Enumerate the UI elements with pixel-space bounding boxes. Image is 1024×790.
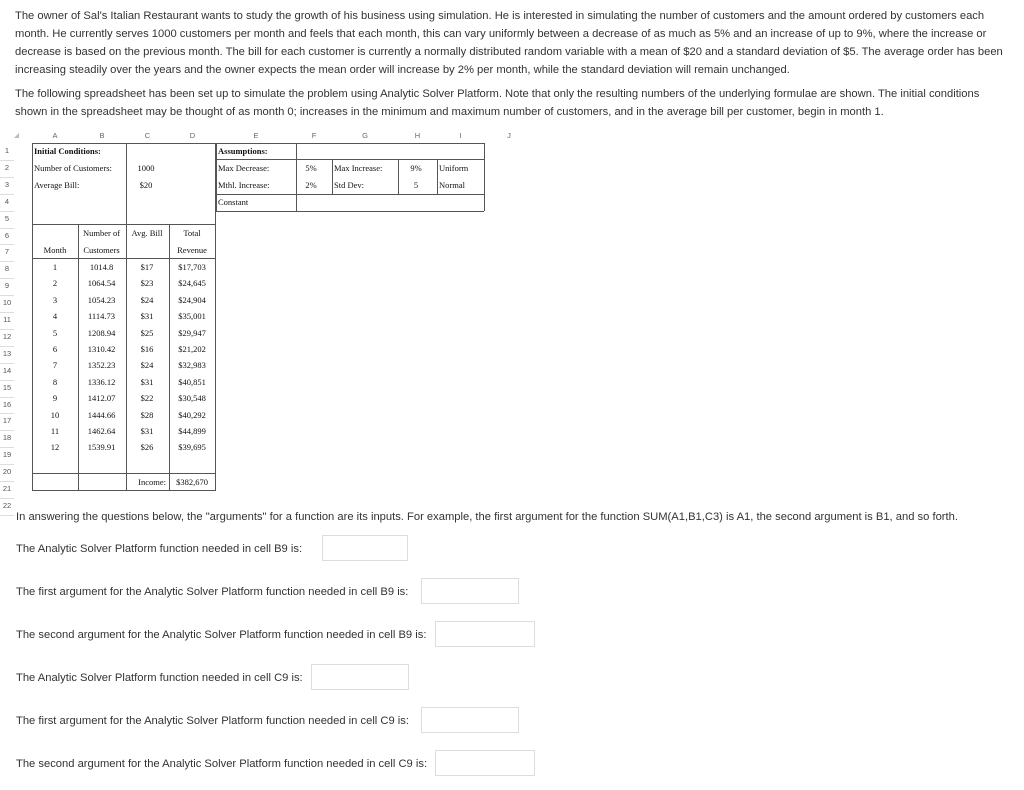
row-separator — [0, 464, 14, 465]
customers-cell: 1014.8 — [89, 262, 114, 272]
row-separator — [0, 498, 14, 499]
row-separator — [0, 177, 14, 178]
row-number: 5 — [4, 213, 10, 223]
revenue-cell: $40,851 — [178, 376, 206, 387]
row-number: 17 — [2, 416, 12, 426]
row-separator — [0, 363, 14, 364]
grid-line — [32, 490, 215, 491]
revenue-cell: $24,645 — [178, 278, 206, 289]
grid-line — [216, 159, 484, 160]
row-separator — [0, 397, 14, 398]
row-number: 21 — [2, 484, 12, 493]
header-month: Month — [43, 245, 67, 255]
revenue-cell: $21,202 — [178, 344, 206, 354]
row-separator — [0, 515, 14, 516]
spreadsheet-image — [0, 131, 520, 510]
column-header-c: C — [144, 131, 151, 140]
answer-input[interactable] — [421, 578, 519, 604]
month-cell: 1 — [52, 262, 58, 272]
avg-bill-cell: $31 — [140, 376, 154, 387]
row-number: 13 — [2, 348, 12, 358]
row-number: 8 — [4, 264, 10, 274]
answer-input[interactable] — [435, 750, 535, 776]
avg-bill-cell: $31 — [140, 426, 154, 436]
grid-line — [437, 160, 438, 194]
row-separator — [0, 211, 14, 212]
grid-line — [216, 143, 484, 144]
row-separator — [0, 329, 14, 330]
mthl-increase-value: 2% — [305, 180, 317, 190]
row-number: 19 — [2, 450, 12, 460]
mthl-increase-label: Mthl. Increase: — [218, 180, 270, 190]
row-separator — [0, 481, 14, 482]
row-number: 14 — [2, 365, 12, 375]
grid-line — [32, 473, 215, 474]
revenue-cell: $39,695 — [178, 442, 206, 453]
month-cell: 10 — [50, 409, 60, 420]
row-number: 18 — [2, 433, 12, 443]
header-number-of: Number of — [82, 228, 121, 238]
row-separator — [0, 160, 14, 161]
grid-line — [169, 225, 170, 491]
revenue-cell: $40,292 — [178, 409, 206, 420]
question-label: The Analytic Solver Platform function needed in cell B9 is: — [16, 543, 303, 555]
avg-bill-cell: $24 — [140, 360, 154, 371]
customers-cell: 1114.73 — [88, 311, 115, 322]
column-header-e: E — [253, 131, 259, 140]
row-separator — [0, 278, 14, 279]
avg-bill-cell: $25 — [140, 327, 154, 338]
customers-cell: 1462.64 — [87, 426, 116, 436]
row-number: 4 — [4, 196, 10, 206]
grid-line — [32, 143, 215, 144]
month-cell: 9 — [52, 393, 58, 404]
row-separator — [0, 430, 14, 431]
grid-line — [398, 160, 399, 194]
avg-bill-label: Average Bill: — [34, 180, 80, 190]
row-separator — [0, 228, 14, 229]
row-number: 9 — [4, 281, 10, 291]
column-header-f: F — [311, 131, 317, 140]
avg-bill-cell: $31 — [140, 311, 154, 322]
row-number: 11 — [3, 315, 11, 324]
header-total: Total — [183, 228, 201, 238]
question-label: The first argument for the Analytic Solver Platform function needed in cell B9 is: — [16, 586, 409, 598]
customers-cell: 1412.07 — [87, 393, 116, 404]
customers-cell: 1539.91 — [87, 442, 116, 453]
grid-line — [32, 143, 33, 491]
uniform-label: Uniform — [439, 163, 469, 173]
arguments-note: In answering the questions below, the "arguments" for a function are its inputs. For example, the first argument for the function SUM(A1,B1,C3) is A1, the second argument is B1, and so forth. — [16, 511, 958, 523]
intro-paragraph-2: The following spreadsheet has been set up to simulate the problem using Analytic Solver Platform. Note that only the resulting numbers of the underlying formulae are shown. The initial conditions shown in the spreadsheet may be thought of as month 0; increases in the minimum and maximum number of customers, and in the average bill per customer, begin in month 1. — [15, 88, 980, 118]
avg-bill-cell: $17 — [140, 262, 154, 272]
row-number: 12 — [2, 331, 12, 341]
revenue-cell: $44,899 — [178, 426, 206, 436]
column-header-h: H — [414, 131, 421, 140]
question-label: The second argument for the Analytic Solver Platform function needed in cell B9 is: — [16, 629, 427, 641]
row-number: 2 — [4, 162, 10, 172]
column-header-d: D — [189, 131, 196, 140]
max-decrease-value: 5% — [305, 163, 317, 173]
grid-line — [216, 194, 484, 195]
question-label: The second argument for the Analytic Solver Platform function needed in cell C9 is: — [16, 758, 428, 770]
customers-cell: 1310.42 — [87, 344, 116, 354]
grid-line — [216, 211, 484, 212]
question-label: The first argument for the Analytic Solver Platform function needed in cell C9 is: — [16, 715, 409, 727]
avg-bill-cell: $23 — [140, 278, 154, 289]
avg-bill-value: $20 — [139, 180, 153, 190]
max-increase-label: Max Increase: — [334, 163, 383, 173]
row-number: 7 — [4, 247, 10, 257]
max-increase-value: 9% — [410, 163, 422, 173]
revenue-cell: $24,904 — [178, 294, 206, 305]
row-number: 20 — [2, 467, 12, 477]
initial-conditions-label: Initial Conditions: — [34, 146, 101, 156]
header-avg-bill: Avg. Bill — [131, 228, 163, 238]
customers-cell: 1064.54 — [87, 278, 116, 289]
answer-input[interactable] — [311, 664, 409, 690]
normal-label: Normal — [439, 180, 465, 190]
intro-paragraph-1: The owner of Sal's Italian Restaurant wants to study the growth of his business using simulation. He is interested in simulating the number of customers and the amount ordered by customers each month. He currently serves 1000 customers per month and feels that each month, this can vary uniformly between a decrease of as much as 5% and an increase of up to 9%, where the increase or decrease is based on the previous month. The bill for each customer is currently a normally distributed random variable with a mean of $20 and a standard deviation of $5. The average order has been increasing steadily over the years and the owner expects the mean order will increase by 2% per month, while the standard deviation will remain unchanged. — [15, 10, 1003, 76]
header-customers: Customers — [83, 245, 120, 255]
customers-cell: 1336.12 — [87, 376, 116, 387]
grid-line — [32, 258, 215, 259]
income-value: $382,670 — [176, 477, 208, 487]
revenue-cell: $29,947 — [178, 327, 206, 338]
month-cell: 2 — [52, 278, 58, 289]
grid-line — [484, 143, 485, 211]
month-cell: 5 — [52, 327, 58, 338]
column-header-b: B — [99, 131, 105, 140]
customers-cell: 1208.94 — [87, 327, 116, 338]
revenue-cell: $30,548 — [178, 393, 206, 404]
answer-input[interactable] — [435, 621, 535, 647]
month-cell: 8 — [52, 376, 58, 387]
answer-input[interactable] — [322, 535, 408, 561]
month-cell: 7 — [52, 360, 58, 371]
grid-line — [32, 224, 215, 225]
avg-bill-cell: $28 — [140, 409, 154, 420]
month-cell: 11 — [50, 426, 60, 436]
avg-bill-cell: $26 — [140, 442, 154, 453]
grid-line — [332, 160, 333, 194]
grid-line — [296, 143, 297, 211]
row-number: 3 — [4, 179, 10, 189]
row-number: 16 — [2, 399, 12, 409]
month-cell: 12 — [50, 442, 60, 453]
row-separator — [0, 194, 14, 195]
row-number: 1 — [4, 146, 10, 155]
revenue-cell: $35,001 — [178, 311, 206, 322]
row-number: 10 — [2, 298, 12, 308]
month-cell: 4 — [52, 311, 58, 322]
answer-input[interactable] — [421, 707, 519, 733]
month-cell: 3 — [52, 294, 58, 305]
row-number: 22 — [2, 500, 12, 510]
column-header-a: A — [52, 131, 58, 140]
select-all-corner — [14, 133, 19, 138]
row-separator — [0, 312, 14, 313]
customers-cell: 1054.23 — [87, 294, 116, 305]
column-header-i: I — [459, 131, 462, 140]
row-separator — [0, 380, 14, 381]
std-dev-label: Std Dev: — [334, 180, 364, 190]
column-header-g: G — [362, 131, 368, 140]
constant-label: Constant — [218, 197, 249, 207]
customers-cell: 1352.23 — [87, 360, 116, 371]
revenue-cell: $17,703 — [178, 262, 206, 272]
row-number: 6 — [4, 230, 10, 240]
income-label: Income: — [138, 477, 166, 487]
avg-bill-cell: $16 — [140, 344, 154, 354]
row-separator — [0, 413, 14, 414]
month-cell: 6 — [52, 344, 58, 354]
row-separator — [0, 261, 14, 262]
header-revenue: Revenue — [177, 245, 207, 255]
grid-line — [126, 143, 127, 491]
row-separator — [0, 447, 14, 448]
revenue-cell: $32,983 — [178, 360, 206, 371]
row-separator — [0, 244, 14, 245]
question-label: The Analytic Solver Platform function needed in cell C9 is: — [16, 672, 303, 684]
row-number: 15 — [2, 382, 12, 392]
row-separator — [0, 295, 14, 296]
std-dev-value: 5 — [413, 180, 419, 190]
grid-line — [78, 225, 79, 491]
num-customers-label: Number of Customers: — [34, 163, 112, 173]
avg-bill-cell: $24 — [140, 294, 154, 305]
column-header-j: J — [507, 131, 511, 140]
avg-bill-cell: $22 — [140, 393, 154, 404]
customers-cell: 1444.66 — [87, 409, 116, 420]
assumptions-label: Assumptions: — [218, 146, 268, 156]
num-customers-value: 1000 — [137, 163, 155, 173]
grid-line — [216, 143, 217, 211]
row-separator — [0, 346, 14, 347]
max-decrease-label: Max Decrease: — [218, 163, 270, 173]
